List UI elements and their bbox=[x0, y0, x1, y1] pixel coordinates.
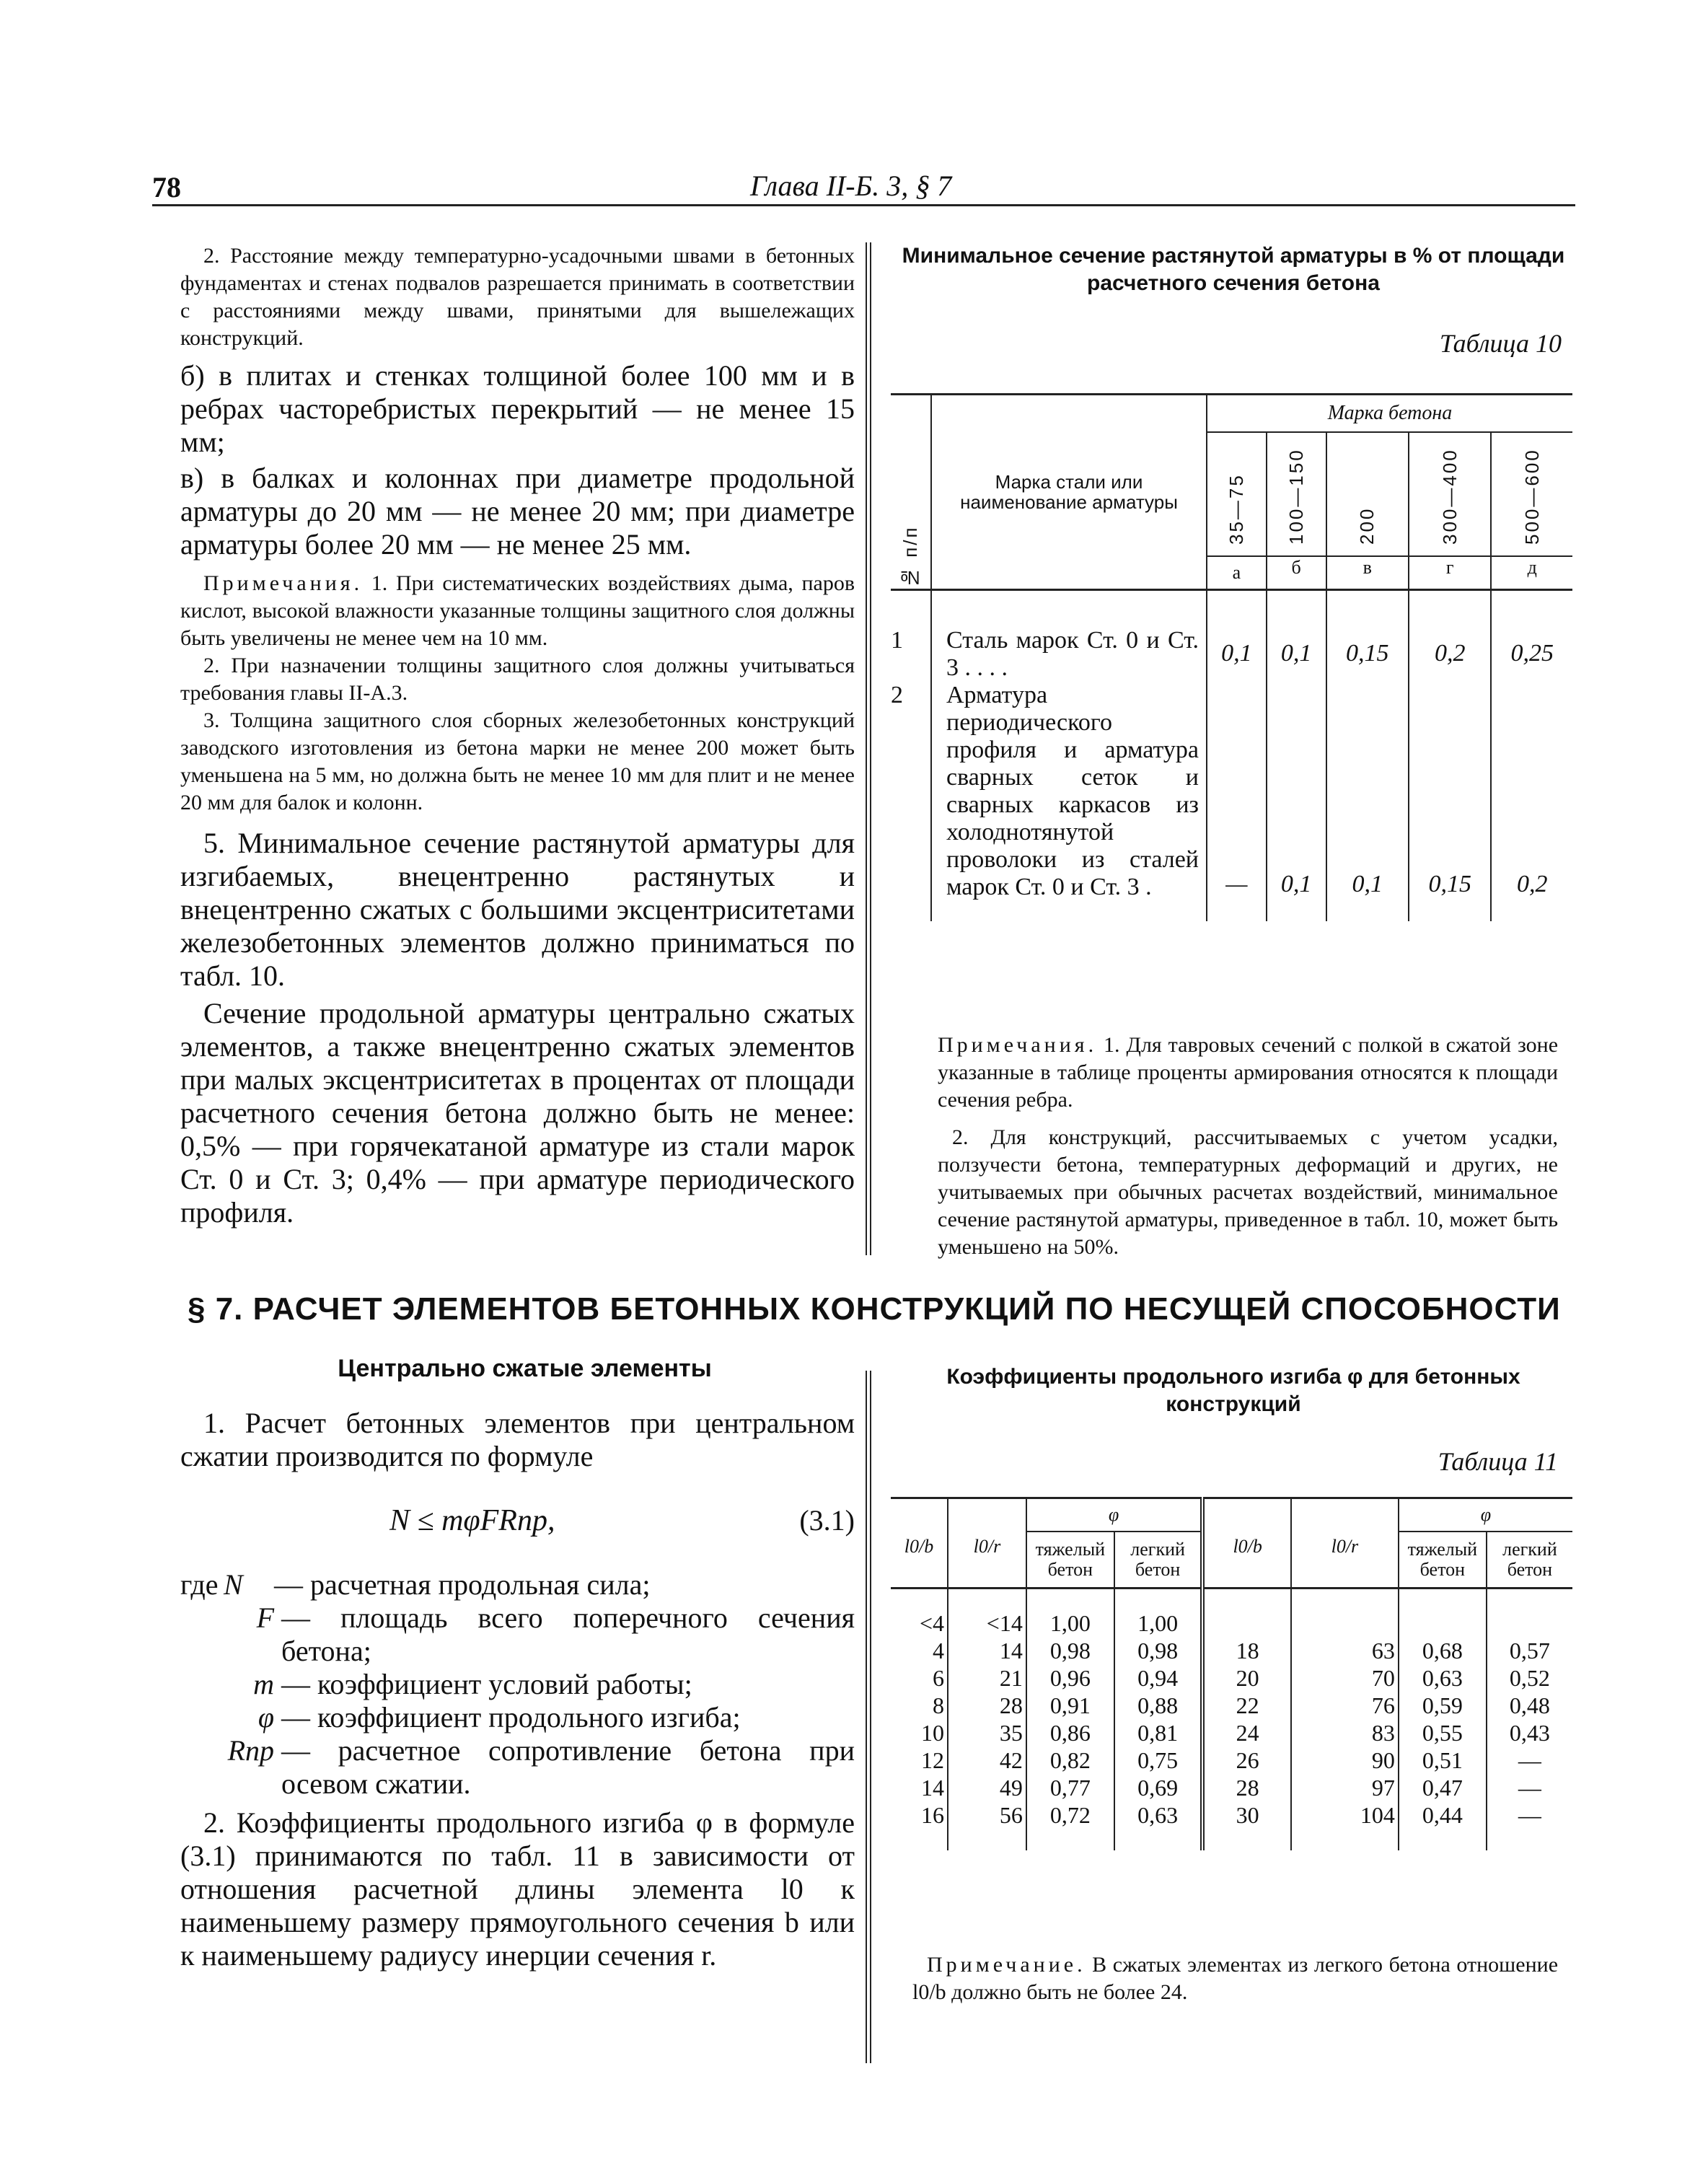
row1-val-d: 0,25 bbox=[1491, 590, 1572, 682]
section-paragraph-1: 1. Расчет бетонных элементов при центральном сжатии производится по формуле bbox=[180, 1407, 855, 1472]
table-10 bbox=[891, 393, 1572, 921]
paragraph-b: б) в плитах и стенках толщиной более 100 мм и в ребрах часторебристых перекрытий — не менее 15 мм; bbox=[180, 359, 855, 458]
formula-line bbox=[180, 1503, 855, 1568]
definitions bbox=[180, 1568, 855, 1801]
row2-val-a: — bbox=[1207, 682, 1267, 921]
table10-label: Таблица 10 bbox=[1439, 329, 1562, 358]
grade-v: 200 bbox=[1326, 432, 1409, 556]
grade-d: 500—600 bbox=[1491, 432, 1572, 556]
table11-caption: Коэффициенты продольного изгиба φ для бетонных конструкций bbox=[946, 1365, 1520, 1416]
row1-val-a: 0,1 bbox=[1207, 590, 1267, 682]
table10-caption: Минимальное сечение растянутой арматуры в % от площади расчетного сечения бетона bbox=[902, 244, 1565, 295]
row2-name: Арматура периодического профиля и арматура сварных сеток и сварных каркасов из холоднотянутой проволоки из сталей марок Ст. 0 и Ст. 3 . bbox=[931, 682, 1207, 921]
t11-col-lr-right: 63 70 76 83 90 97 104 bbox=[1291, 1589, 1399, 1851]
t11-h-phi-left: φ bbox=[1026, 1498, 1203, 1532]
t11-h-lb-right: l0/b bbox=[1202, 1498, 1291, 1589]
table11-note: Примечание. В сжатых элементах из легкого бетона отношение l0/b должно быть не более 24. bbox=[912, 1953, 1559, 2004]
row1-no: 1 bbox=[891, 627, 903, 654]
running-head: Глава II-Б. 3, § 7 bbox=[750, 170, 952, 202]
page-number: 78 bbox=[152, 171, 181, 203]
left-column-lower bbox=[180, 1407, 855, 1972]
row2-val-g: 0,15 bbox=[1409, 682, 1491, 921]
letter-v: в bbox=[1326, 556, 1409, 590]
left-column-upper bbox=[180, 242, 855, 1229]
definition-N: где N — расчетная продольная сила; bbox=[180, 1568, 651, 1601]
definition-F: F — площадь всего поперечного сечения бетона; bbox=[256, 1601, 855, 1667]
t11-h-heavy-right: тяжелый бетон bbox=[1399, 1532, 1487, 1589]
t11-h-phi-right: φ bbox=[1399, 1498, 1572, 1532]
column-divider-top bbox=[866, 242, 871, 1255]
paragraph-6: Сечение продольной арматуры центрально сжатых элементов, а также внецентренно сжатых элементов при малых эксцентриситетах в процентах от площади расчетного сечения бетона должно быть не менее: 0,5% — при горячекатаной арматуре из стали марок Ст. 0 и Ст. 3; 0,4% — при арматуре периодического профиля. bbox=[180, 997, 855, 1229]
paragraph-5: 5. Минимальное сечение растянутой арматуры для изгибаемых, внецентренно растянутых и внецентренно сжатых с большими эксцентриситетами железобетонных элементов должно приниматься по табл. 10. bbox=[180, 827, 855, 992]
table10-notes bbox=[938, 1032, 1558, 1261]
t11-col-lb-right: 18 20 22 24 26 28 30 bbox=[1202, 1589, 1291, 1851]
row2-val-b: 0,1 bbox=[1267, 682, 1326, 921]
row1-val-b: 0,1 bbox=[1267, 590, 1326, 682]
t11-col-lb-left: <4 4 6 8 10 12 14 16 bbox=[919, 1610, 945, 1828]
row2-val-d: 0,2 bbox=[1491, 682, 1572, 921]
row1-val-g: 0,2 bbox=[1409, 590, 1491, 682]
row1-val-v: 0,15 bbox=[1326, 590, 1409, 682]
notes-cover-1 bbox=[180, 570, 855, 652]
header-rule bbox=[152, 204, 1575, 206]
formula-number: (3.1) bbox=[799, 1504, 855, 1537]
row2-no: 2 bbox=[891, 682, 903, 708]
t11-h-light-left: легкий бетон bbox=[1114, 1532, 1203, 1589]
grade-b: 100—150 bbox=[1267, 432, 1326, 556]
notes-label: Примечания. bbox=[203, 571, 364, 595]
paragraph-2-joints: 2. Расстояние между температурно-усадочными швами в бетонных фундаментах и стенах подвалов разрешается принимать в соответствии с расстояниями между швами, принятыми для вышележащих конструкций. bbox=[180, 244, 855, 350]
table10-row-2 bbox=[891, 682, 1572, 921]
section-paragraph-2: 2. Коэффициенты продольного изгиба φ в формуле (3.1) принимаются по табл. 11 в зависимости от отношения расчетной длины элемента l0 к наименьшему размеру прямоугольного сечения b или к наименьшему радиусу инерции сечения r. bbox=[180, 1806, 855, 1972]
formula: N ≤ mφFRпр, bbox=[389, 1504, 555, 1537]
t11-h-lr-left: l0/r bbox=[948, 1498, 1026, 1589]
table-11 bbox=[891, 1497, 1572, 1850]
table10-note-2: 2. Для конструкций, рассчитываемых с учетом усадки, ползучести бетона, температурных деформаций и других, не учитываемых при обычных расчетах воздействий, минимальное сечение растянутой арматуры, приведенное в табл. 10, может быть уменьшено на 50%. bbox=[938, 1125, 1558, 1259]
table11-header-1 bbox=[891, 1498, 1572, 1532]
table10-col-no: № п/п bbox=[891, 395, 931, 590]
definition-R: Rпр — расчетное сопротивление бетона при осевом сжатии. bbox=[227, 1734, 855, 1800]
grade-a: 35—75 bbox=[1207, 432, 1267, 556]
note-3: 3. Толщина защитного слоя сборных железобетонных конструкций заводского изготовления из бетона марки не менее 200 может быть уменьшена на 5 мм, но должна быть не менее 10 мм для плит и не менее 20 мм для балок и колонн. bbox=[180, 708, 855, 814]
letter-b: б bbox=[1267, 556, 1326, 590]
note-2: 2. При назначении толщины защитного слоя должны учитываться требования главы II-А.3. bbox=[180, 654, 855, 705]
table10-col-name: Марка стали или наименование арматуры bbox=[931, 395, 1207, 590]
t11-col-light-left: 1,00 0,98 0,94 0,88 0,81 0,75 0,69 0,63 bbox=[1114, 1589, 1203, 1851]
t11-h-light-right: легкий бетон bbox=[1487, 1532, 1572, 1589]
t11-col-light-right: 0,57 0,52 0,48 0,43 — — — bbox=[1487, 1589, 1572, 1851]
row2-val-v: 0,1 bbox=[1326, 682, 1409, 921]
t11-col-lr-left: <14 14 21 28 35 42 49 56 bbox=[948, 1589, 1026, 1851]
t11-col-heavy-right: 0,68 0,63 0,59 0,55 0,51 0,47 0,44 bbox=[1399, 1589, 1487, 1851]
t11-h-heavy-left: тяжелый бетон bbox=[1026, 1532, 1114, 1589]
grade-g: 300—400 bbox=[1409, 432, 1491, 556]
definition-phi: φ — коэффициент продольного изгиба; bbox=[257, 1701, 741, 1734]
note-1-text: 1. При систематических воздействиях дыма, паров кислот, высокой влажности указанные толщины защитного слоя должны быть увеличены не менее чем на 10 мм. bbox=[180, 571, 855, 650]
table10-row-1 bbox=[891, 590, 1572, 682]
letter-g: г bbox=[1409, 556, 1491, 590]
t11-h-lr-right: l0/r bbox=[1291, 1498, 1399, 1589]
column-divider-bottom bbox=[866, 1371, 871, 2063]
letter-a: а bbox=[1207, 556, 1267, 590]
t11-col-heavy-left: 1,00 0,98 0,96 0,91 0,86 0,82 0,77 0,72 bbox=[1026, 1589, 1114, 1851]
definition-m: m — коэффициент условий работы; bbox=[253, 1668, 692, 1700]
table10-note-1: Примечания. 1. Для тавровых сечений с полкой в сжатой зоне указанные в таблице проценты армирования относятся к площади сечения ребра. bbox=[938, 1033, 1559, 1112]
section-title: § 7. РАСЧЕТ ЭЛЕМЕНТОВ БЕТОННЫХ КОНСТРУКЦИЙ ПО НЕСУЩЕЙ СПОСОБНОСТИ bbox=[188, 1291, 1561, 1327]
table11-body bbox=[891, 1589, 1572, 1851]
table10-group-header: Марка бетона bbox=[1207, 395, 1572, 433]
letter-d: д bbox=[1491, 556, 1572, 590]
row1-name: Сталь марок Ст. 0 и Ст. 3 . . . . bbox=[931, 590, 1207, 682]
t11-h-lb-left: l0/b bbox=[904, 1536, 934, 1557]
section-subtitle: Центрально сжатые элементы bbox=[338, 1355, 712, 1382]
paragraph-v: в) в балках и колоннах при диаметре продольной арматуры до 20 мм — не менее 20 мм; при диаметре арматуры более 20 мм — не менее 25 мм. bbox=[180, 462, 855, 561]
table11-label: Таблица 11 bbox=[1438, 1447, 1558, 1476]
